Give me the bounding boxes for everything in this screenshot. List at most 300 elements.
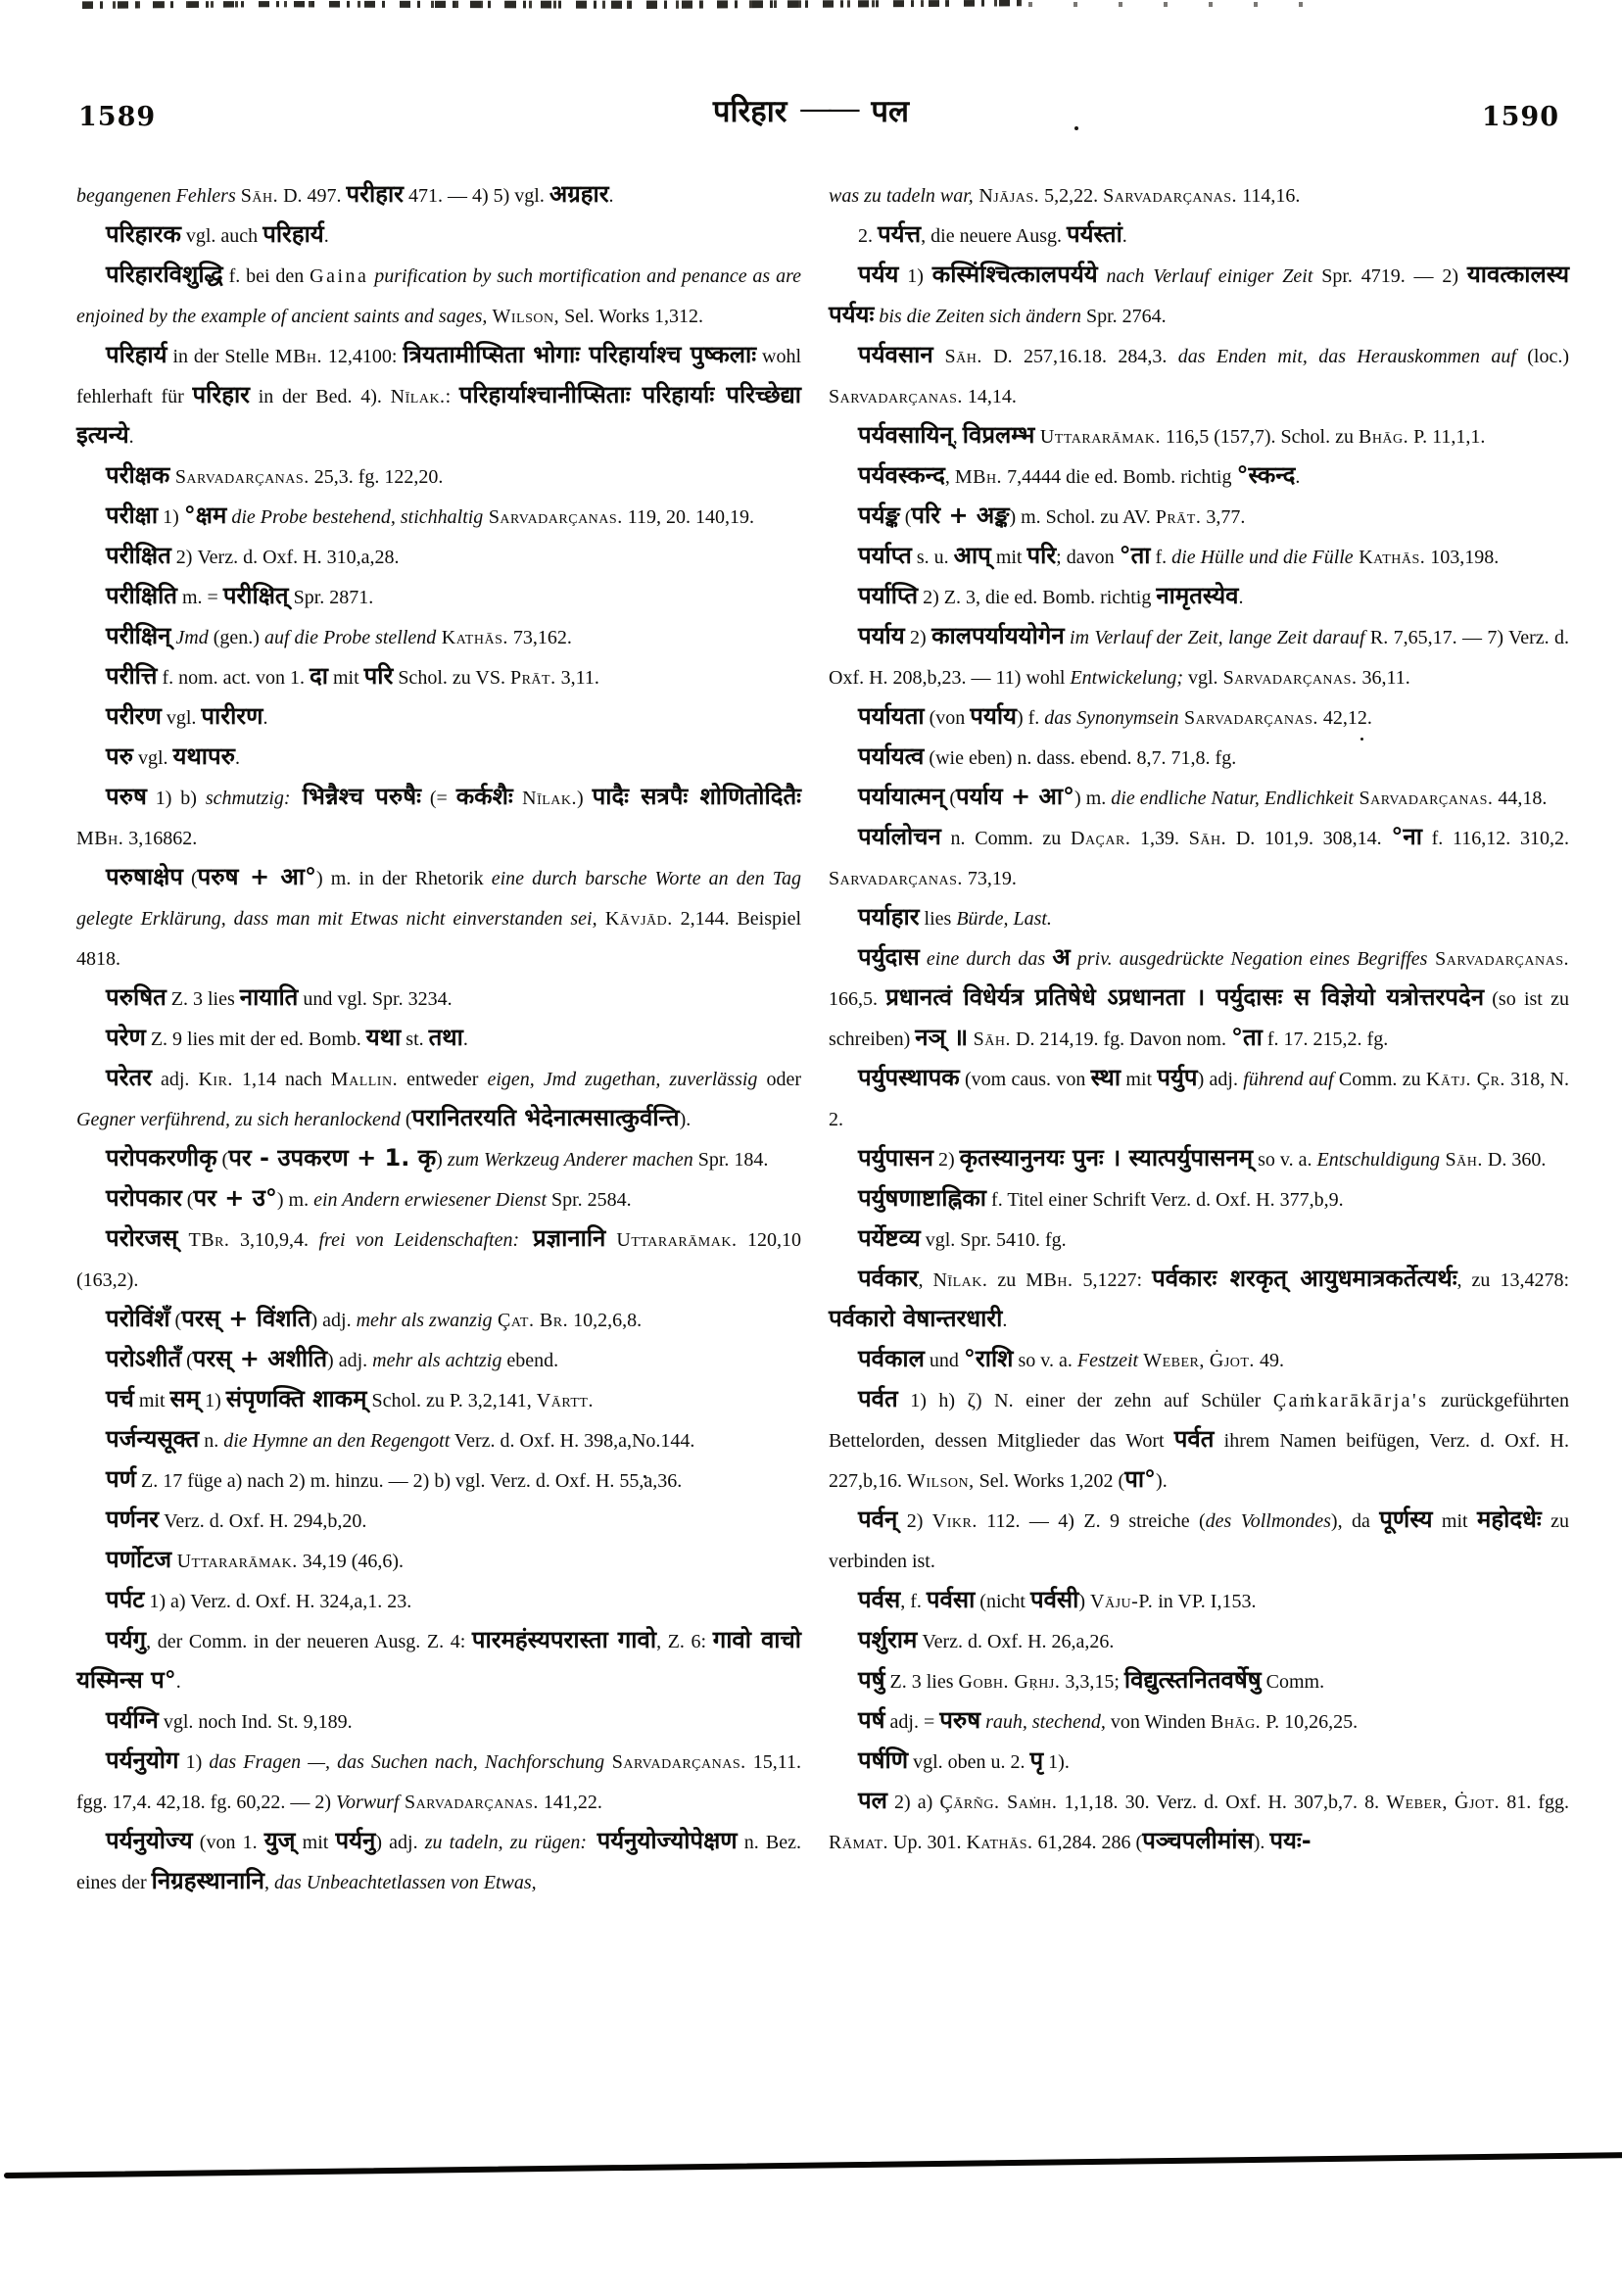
entry-text: , der Comm. in der neueren Ausg. Z. 4: (146, 1631, 472, 1652)
devanagari-text: परस् + अशीति (192, 1345, 328, 1372)
entry-text: 2) Verz. d. Oxf. H. 310,a,28. (170, 547, 400, 568)
devanagari-text: युज् (263, 1827, 296, 1854)
entry-text: vgl. (132, 747, 173, 769)
devanagari-text: पर्ण (106, 1465, 136, 1493)
devanagari-text: पादैः सत्रपैः शोणितोदितैः (592, 783, 801, 810)
dictionary-entry (76, 257, 801, 337)
dictionary-entry (76, 216, 801, 257)
devanagari-text: पर्षु (858, 1666, 885, 1694)
source-abbreviation: Weber, (1138, 1350, 1205, 1371)
entry-text: 1) (178, 1751, 210, 1773)
dictionary-entry (76, 739, 801, 779)
dictionary-entry (76, 698, 801, 739)
source-abbreviation: Kātj. Çr. (1425, 1069, 1505, 1090)
devanagari-text: °राशि (963, 1345, 1014, 1372)
devanagari-text: पर्यवसायिन् (858, 421, 953, 449)
entry-text: 116,5 (157,7). Schol. zu (1160, 426, 1359, 448)
running-head-last-word: पल (871, 94, 910, 129)
entry-text: ( (181, 1189, 194, 1211)
source-abbreviation: Sarvadarçanas. (1178, 707, 1318, 729)
devanagari-text: परीक्षित् (222, 582, 289, 609)
entry-text: 166,5. (829, 988, 886, 1010)
devanagari-text: दा (310, 662, 328, 690)
scan-edge-line (4, 2152, 1622, 2178)
entry-text: mit (295, 1832, 336, 1853)
entry-text: 2) Z. 3, die ed. Bomb. richtig (918, 587, 1157, 608)
devanagari-text: परिहार्य (106, 341, 167, 368)
devanagari-text: पर्वकारः शरकृत् आयुधमात्रकर्तेत्यर्थः (1152, 1265, 1457, 1292)
entry-text: oder (757, 1069, 801, 1090)
source-abbreviation: Kir. (198, 1069, 233, 1090)
entry-text: mit (1432, 1510, 1478, 1532)
entry-text: 34,19 (46,6). (297, 1551, 405, 1572)
source-abbreviation: MBh. (76, 828, 124, 849)
source-abbreviation: Sāh. (1440, 1149, 1483, 1171)
source-abbreviation: Vārtt. (536, 1390, 594, 1411)
entry-text: 73,162. (507, 627, 572, 648)
dictionary-entry (829, 578, 1569, 618)
devanagari-text: परीहार (346, 180, 404, 208)
entry-text: 49. (1254, 1350, 1284, 1371)
entry-text: vgl. oben u. 2. (908, 1751, 1030, 1773)
devanagari-text: प्रधानत्वं विधेर्यत्र प्रतिषेधे ऽप्रधानता । पर्युदासः स विज्ञेयो यत्रोत्तरपदेन (885, 983, 1485, 1011)
devanagari-text: कृतस्यानुनयः पुनः । स्यात्पर्युपासनम् (959, 1144, 1254, 1172)
devanagari-text: परिहार (192, 381, 250, 408)
dictionary-entry (76, 176, 801, 216)
entry-text: , (944, 466, 955, 488)
entry-text: 42,12. (1317, 707, 1372, 729)
entry-text: ) m. (1074, 788, 1112, 809)
devanagari-text: पर्येष्टव्य (858, 1224, 921, 1252)
devanagari-text: पर्वकारो वेषान्तरधारी (829, 1305, 1003, 1332)
dictionary-entry (829, 1381, 1569, 1502)
entry-text: 112. — 4) Z. 9 streiche ( (977, 1510, 1206, 1532)
source-abbreviation: MBh. (274, 346, 323, 367)
devanagari-text: पर्यालोचन (858, 823, 941, 850)
page-number-left: 1589 (78, 102, 157, 132)
entry-text: . (608, 185, 614, 207)
entry-text: , die neuere Ausg. (921, 225, 1067, 247)
entry-text: Comm. zu (1333, 1069, 1426, 1090)
entry-text: 141,22. (538, 1792, 602, 1813)
entry-text: D. 497. (278, 185, 347, 207)
entry-text: vgl. noch Ind. St. 9,189. (158, 1711, 353, 1733)
devanagari-text: परि (1026, 542, 1057, 569)
entry-text: . (175, 1671, 181, 1693)
devanagari-text: पर्यायात्मन् (858, 783, 945, 810)
entry-text: (nicht (975, 1591, 1030, 1612)
entry-text: ( (182, 868, 198, 889)
source-abbreviation: Kathās. (966, 1832, 1033, 1853)
entry-text: Schol. zu VS. (393, 667, 510, 689)
dictionary-entry (829, 618, 1569, 698)
entry-text: 1) (200, 1390, 226, 1411)
entry-text: P. 11,1,1. (1408, 426, 1486, 448)
entry-text: ( (400, 1109, 412, 1130)
entry-text: Verz. d. Oxf. H. 26,a,26. (917, 1631, 1115, 1652)
dictionary-entry (829, 1341, 1569, 1381)
gloss-text: das Fragen —, das Suchen nach, Nachforschung (209, 1751, 605, 1773)
entry-text: ) (436, 1149, 448, 1171)
devanagari-text: परोऽशीतँ (106, 1345, 182, 1372)
entry-text: 3,10,9,4. (229, 1229, 319, 1251)
entry-text: . (1238, 587, 1244, 608)
entry-text: vgl. (1183, 667, 1223, 689)
dictionary-entry (829, 1261, 1569, 1341)
entry-text: mit (990, 547, 1027, 568)
entry-text: ). (1156, 1470, 1168, 1492)
entry-text: s. u. (911, 547, 954, 568)
dictionary-entry (76, 658, 801, 698)
devanagari-text: पृ (1029, 1746, 1044, 1774)
entry-text: Gaina (310, 265, 369, 287)
devanagari-text: पा° (1124, 1465, 1157, 1493)
source-abbreviation: Uttararāmak. (1034, 426, 1161, 448)
entry-text: ). (679, 1109, 692, 1130)
entry-text: 3,16862. (123, 828, 198, 849)
entry-text: f. (1150, 547, 1172, 568)
devanagari-text: पर्वत (1173, 1425, 1215, 1453)
dictionary-entry (76, 1060, 801, 1140)
entry-text: f. bei den (222, 265, 310, 287)
devanagari-text: परिहार्य (262, 220, 324, 248)
dictionary-entry (76, 1301, 801, 1341)
source-abbreviation: Sarvadarçanas. (399, 1792, 539, 1813)
entry-text: ) m. in der Rhetorik (316, 868, 492, 889)
entry-text: mit (133, 1390, 170, 1411)
devanagari-text: पर्युपस्थापक (858, 1064, 960, 1091)
gloss-text: die Hymne an den Regengott (223, 1430, 451, 1452)
source-abbreviation: Ġjot. (1455, 1792, 1501, 1813)
dictionary-entry (829, 1502, 1569, 1582)
source-abbreviation: Bhāg. (1358, 426, 1409, 448)
source-abbreviation: Vikr. (931, 1510, 978, 1532)
entry-text: Up. 301. (888, 1832, 967, 1853)
entry-text: . (1121, 225, 1127, 247)
devanagari-text: परीक्षा (106, 502, 159, 529)
dictionary-entry (829, 899, 1569, 939)
entry-text: 7,4444 die ed. Bomb. richtig (1002, 466, 1237, 488)
entry-text: mit (327, 667, 364, 689)
entry-text: ) f. (1016, 707, 1045, 729)
devanagari-text: परीक्षक (106, 461, 170, 489)
gloss-text: purification by such mortification and penance as are enjoined by the example of ancient saints and sages, (76, 265, 801, 327)
entry-text: und vgl. Spr. 3234. (298, 988, 453, 1010)
entry-text: und (924, 1350, 964, 1371)
entry-text: 1) h) ζ) N. einer der zehn auf Schüler (897, 1390, 1273, 1411)
entry-text: ) (577, 788, 593, 809)
source-abbreviation: Kathās. (1353, 547, 1426, 568)
dictionary-entry (829, 1702, 1569, 1743)
gloss-text: führend auf (1243, 1069, 1334, 1090)
entry-text: zu (987, 1269, 1026, 1291)
entry-text: ) adj. (327, 1350, 373, 1371)
entry-text: (vom caus. von (959, 1069, 1091, 1090)
entry-text: ) adj. (375, 1832, 425, 1853)
entry-text: 2) (932, 1149, 960, 1171)
entry-text: ), da (1330, 1510, 1380, 1532)
devanagari-text: पर्यवस्कन्द (858, 461, 945, 489)
entry-text: 10,2,6,8. (568, 1310, 643, 1331)
dictionary-entry (76, 1622, 801, 1702)
entry-text: entweder (398, 1069, 488, 1090)
source-abbreviation: Bhāg. (1211, 1711, 1262, 1733)
entry-text: ( (216, 1149, 229, 1171)
source-abbreviation: Rāmat. (829, 1832, 889, 1853)
devanagari-text: पर्वसा (926, 1586, 976, 1613)
entry-text: ) m. (276, 1189, 314, 1211)
source-abbreviation: Sarvadarçanas. (829, 868, 963, 889)
source-abbreviation: Mallin. (330, 1069, 399, 1090)
devanagari-text: पर्वस (858, 1586, 901, 1613)
devanagari-text: पर्जन्यसूक्त (106, 1425, 200, 1453)
devanagari-text: परुष + आ° (197, 863, 317, 890)
entry-text: 2,144. Beispiel 4818. (76, 908, 801, 970)
devanagari-text: पञ्चपलीमांस (1142, 1827, 1254, 1854)
entry-text: . (462, 1028, 468, 1050)
entry-text: Sel. Works 1,312. (559, 306, 704, 327)
entry-text: ). (1253, 1832, 1270, 1853)
dictionary-entry (829, 779, 1569, 819)
entry-text: 2) a) (886, 1792, 940, 1813)
gloss-text: die Hülle und die Fülle (1171, 547, 1354, 568)
entry-text: Z. 17 füge a) nach 2) m. hinzu. — 2) b) vgl. Verz. d. Oxf. H. 55,a,36. (135, 1470, 683, 1492)
devanagari-text: पर्वन् (858, 1506, 898, 1533)
entry-text: , (952, 426, 963, 448)
gloss-text: im Verlauf der Zeit, lange Zeit darauf (1064, 627, 1365, 648)
dictionary-entry (76, 337, 801, 457)
devanagari-text: स्था (1090, 1064, 1121, 1091)
entry-text: 12,4100: (322, 346, 404, 367)
devanagari-text: पर्च (106, 1385, 134, 1412)
entry-text: f. 17. 215,2. fg. (1262, 1028, 1389, 1050)
source-abbreviation: Daçar. (1071, 828, 1131, 849)
devanagari-text: परानितरयति भेदेनात्मसात्कुर्वन्ति (411, 1104, 680, 1131)
entry-text: zu verbinden ist. (829, 1510, 1569, 1572)
dictionary-entry (829, 1662, 1569, 1702)
source-abbreviation: Sāh. (240, 185, 279, 207)
devanagari-text: विप्रलम्भ (962, 421, 1035, 449)
devanagari-text: प्रज्ञानानि (519, 1224, 606, 1252)
entry-text (1448, 1792, 1455, 1813)
dictionary-entry (829, 698, 1569, 739)
entry-text: Z. 9 lies mit der ed. Bomb. (145, 1028, 366, 1050)
devanagari-text: परोपकरणीकृ (106, 1144, 217, 1172)
devanagari-text: पर्युपासन (858, 1144, 933, 1172)
entry-text: in der Bed. 4). (249, 386, 391, 407)
entry-text: , (263, 1872, 274, 1893)
devanagari-text: परि (363, 662, 394, 690)
devanagari-text: यथापरु (172, 742, 236, 770)
entry-text: Spr. 184. (692, 1149, 769, 1171)
entry-text: Z. 3 lies (166, 988, 240, 1010)
entry-text: 3,77. (1201, 506, 1246, 528)
source-abbreviation: Vāju-P. (1090, 1591, 1154, 1612)
entry-text: R. 7,65,17. — 7) Verz. d. Oxf. H. 208,b,23. — 11) wohl (829, 627, 1569, 689)
entry-text: . (323, 225, 329, 247)
devanagari-text: पर्यनुयोग (106, 1746, 179, 1774)
entry-text: n. Bez. eines der (76, 1832, 802, 1893)
devanagari-text: पर्यनुयोज्य (106, 1827, 193, 1854)
devanagari-text: परेतर (106, 1064, 152, 1091)
entry-text: 14,14. (962, 386, 1017, 407)
devanagari-text: पर्याप्ति (858, 582, 919, 609)
source-abbreviation: Prāt. (509, 667, 556, 689)
entry-text: 1). (1043, 1751, 1070, 1773)
entry-text: (so ist zu schreiben) (829, 988, 1570, 1050)
devanagari-text: नञ् ॥ (915, 1024, 969, 1051)
entry-text: n. (199, 1430, 224, 1452)
source-abbreviation: Kathās. (436, 627, 508, 648)
dictionary-entry (829, 939, 1569, 1060)
scan-noise-top (82, 0, 1023, 9)
dictionary-entry (76, 457, 801, 498)
entry-text: 25,3. fg. 122,20. (309, 466, 444, 488)
entry-text: 36,11. (1357, 667, 1410, 689)
devanagari-text: पर्यनु (335, 1827, 376, 1854)
gloss-text: auf die Probe stellend (263, 627, 437, 648)
dictionary-entry (76, 779, 801, 859)
source-abbreviation: Sāh. (1188, 828, 1227, 849)
gloss-text: des Vollmondes (1205, 1510, 1331, 1532)
gloss-text: priv. ausgedrückte Negation eines Begriffes (1070, 948, 1428, 970)
dictionary-entry (829, 1743, 1569, 1783)
entry-text: . (1295, 466, 1301, 488)
column-left (76, 176, 801, 1903)
devanagari-text: अ (1052, 943, 1071, 971)
devanagari-text: पर्यायत्व (858, 742, 925, 770)
entry-text: ( (169, 1310, 182, 1331)
devanagari-text: अग्रहार (549, 180, 609, 208)
devanagari-text: परीरण (106, 702, 162, 730)
dictionary-entry (76, 1582, 801, 1622)
column-right (829, 176, 1569, 1863)
devanagari-text: कस्मिंश्चित्कालपर्यये (931, 261, 1098, 288)
entry-text: 2. (858, 225, 878, 247)
entry-text: ) adj. (1197, 1069, 1244, 1090)
entry-text: Schol. zu P. 3,2,141, (366, 1390, 537, 1411)
entry-text: ) adj. (310, 1310, 357, 1331)
dictionary-entry (76, 498, 801, 538)
devanagari-text: परिहार्याश्चानीप्सिताः परिहार्याः परिच्छेद्या इत्यन्ये (76, 381, 802, 449)
devanagari-text: त्रियतामीप्सिता भोगाः परिहार्याश्च पुष्कलाः (403, 341, 757, 368)
entry-text: Spr. 4719. — 2) (1312, 265, 1467, 287)
entry-text: 81. fgg. (1500, 1792, 1569, 1813)
devanagari-text: पर्ष (858, 1706, 885, 1734)
entry-text: 73,19. (962, 868, 1017, 889)
devanagari-text: पर्यनुयोज्योपेक्षण (587, 1827, 738, 1854)
source-abbreviation: Weber, (1386, 1792, 1448, 1813)
source-abbreviation: Wilson, (487, 306, 560, 327)
entry-text: , Z. 6: (656, 1631, 713, 1652)
entry-text: zurückgeführten Bettelorden, dessen Mitglieder das Wort (829, 1390, 1569, 1452)
entry-text: (von (924, 707, 971, 729)
entry-text: D. 257,16.18. 284,3. (981, 346, 1178, 367)
entry-text: , f. (900, 1591, 927, 1612)
entry-text: ) m. Schol. zu AV. (1009, 506, 1156, 528)
source-abbreviation: Çat. Br. (492, 1310, 569, 1331)
gloss-text: was zu tadeln war, (829, 185, 974, 207)
source-abbreviation: Sarvadarçanas. (1427, 948, 1569, 970)
gloss-text: zum Werkzeug Anderer machen (447, 1149, 693, 1171)
devanagari-text: तथा (428, 1024, 463, 1051)
entry-text: f. 116,12. 310,2. (1421, 828, 1569, 849)
page-number-right: 1590 (1481, 102, 1559, 132)
entry-text: P. 10,26,25. (1261, 1711, 1359, 1733)
dictionary-entry (76, 578, 801, 618)
devanagari-text: परीत्ति (106, 662, 158, 690)
entry-text: ; davon (1056, 547, 1120, 568)
entry-text: Spr. 2584. (547, 1189, 632, 1211)
entry-text: wohl fehlerhaft für (76, 346, 802, 407)
dictionary-entry (829, 257, 1569, 337)
devanagari-text: परस् + विंशति (181, 1305, 311, 1332)
devanagari-text: पर्वकार (858, 1265, 919, 1292)
dictionary-entry (829, 176, 1569, 216)
entry-text: vgl. (161, 707, 202, 729)
gloss-text: die endliche Natur, Endlichkeit (1111, 788, 1354, 809)
entry-text: (wie eben) n. dass. ebend. 8,7. 71,8. fg. (924, 747, 1237, 769)
devanagari-text: पारमहंस्यपरास्ता गावो (471, 1626, 657, 1653)
entry-text: in VP. I,153. (1153, 1591, 1257, 1612)
devanagari-text: पर्याप्त (858, 542, 912, 569)
entry-text: m. = (176, 587, 223, 608)
entry-text: adj. (151, 1069, 199, 1090)
gloss-text: eigen, Jmd zugethan, zuverlässig (487, 1069, 758, 1090)
dictionary-entry (829, 1582, 1569, 1622)
devanagari-text: पर्यवसान (858, 341, 933, 368)
gloss-text: Gegner verführend, zu sich heranlockend (76, 1109, 401, 1130)
dictionary-entry (829, 216, 1569, 257)
source-abbreviation: Çārñg. Saṁh. (939, 1792, 1058, 1813)
entry-text: 15,11. fgg. 17,4. 42,18. fg. 60,22. — 2) (76, 1751, 801, 1813)
dictionary-entry (829, 1622, 1569, 1662)
entry-text: 318, N. 2. (829, 1069, 1569, 1130)
entry-text: D. 101,9. 308,14. (1226, 828, 1392, 849)
gloss-text: das Unbeachtetlassen von Etwas, (273, 1872, 537, 1893)
source-abbreviation: Sarvadarçanas. (1103, 185, 1238, 207)
entry-text: (loc.) (1515, 346, 1569, 367)
gloss-text: schmutzig: (205, 788, 291, 809)
source-abbreviation: Ġjot. (1209, 1350, 1255, 1371)
entry-text: : (445, 386, 459, 407)
dictionary-entry (76, 1461, 801, 1502)
source-abbreviation: Nīlak. (390, 386, 446, 407)
entry-text: 1) (898, 265, 932, 287)
source-abbreviation: Sāh. (968, 1028, 1011, 1050)
entry-text: D. 214,19. fg. Davon nom. (1011, 1028, 1231, 1050)
devanagari-text: महोदधेः (1477, 1506, 1542, 1533)
devanagari-text: पर्यत्त (878, 220, 922, 248)
gloss-text: begangenen Fehlers (76, 185, 241, 207)
devanagari-text: यथा (365, 1024, 402, 1051)
devanagari-text: सम् (169, 1385, 201, 1412)
entry-text: ) (1078, 1591, 1091, 1612)
devanagari-text: पर्पट (106, 1586, 145, 1613)
dictionary-entry (829, 1180, 1569, 1220)
dictionary-entry (829, 538, 1569, 578)
entry-text: vgl. auch (180, 225, 263, 247)
devanagari-text: °क्षम (183, 502, 227, 529)
devanagari-text: पर्याय (858, 622, 905, 649)
entry-text: 3,3,15; (1060, 1671, 1124, 1693)
devanagari-text: यावत्कालस्य पर्ययः (829, 261, 1569, 328)
devanagari-text: पर्वसी (1029, 1586, 1079, 1613)
gloss-text: Bürde, Last. (956, 908, 1052, 930)
source-abbreviation: Uttararāmak. (605, 1229, 738, 1251)
entry-text: 471. — 4) 5) vgl. (403, 185, 549, 207)
entry-text: von Winden (1105, 1711, 1212, 1733)
